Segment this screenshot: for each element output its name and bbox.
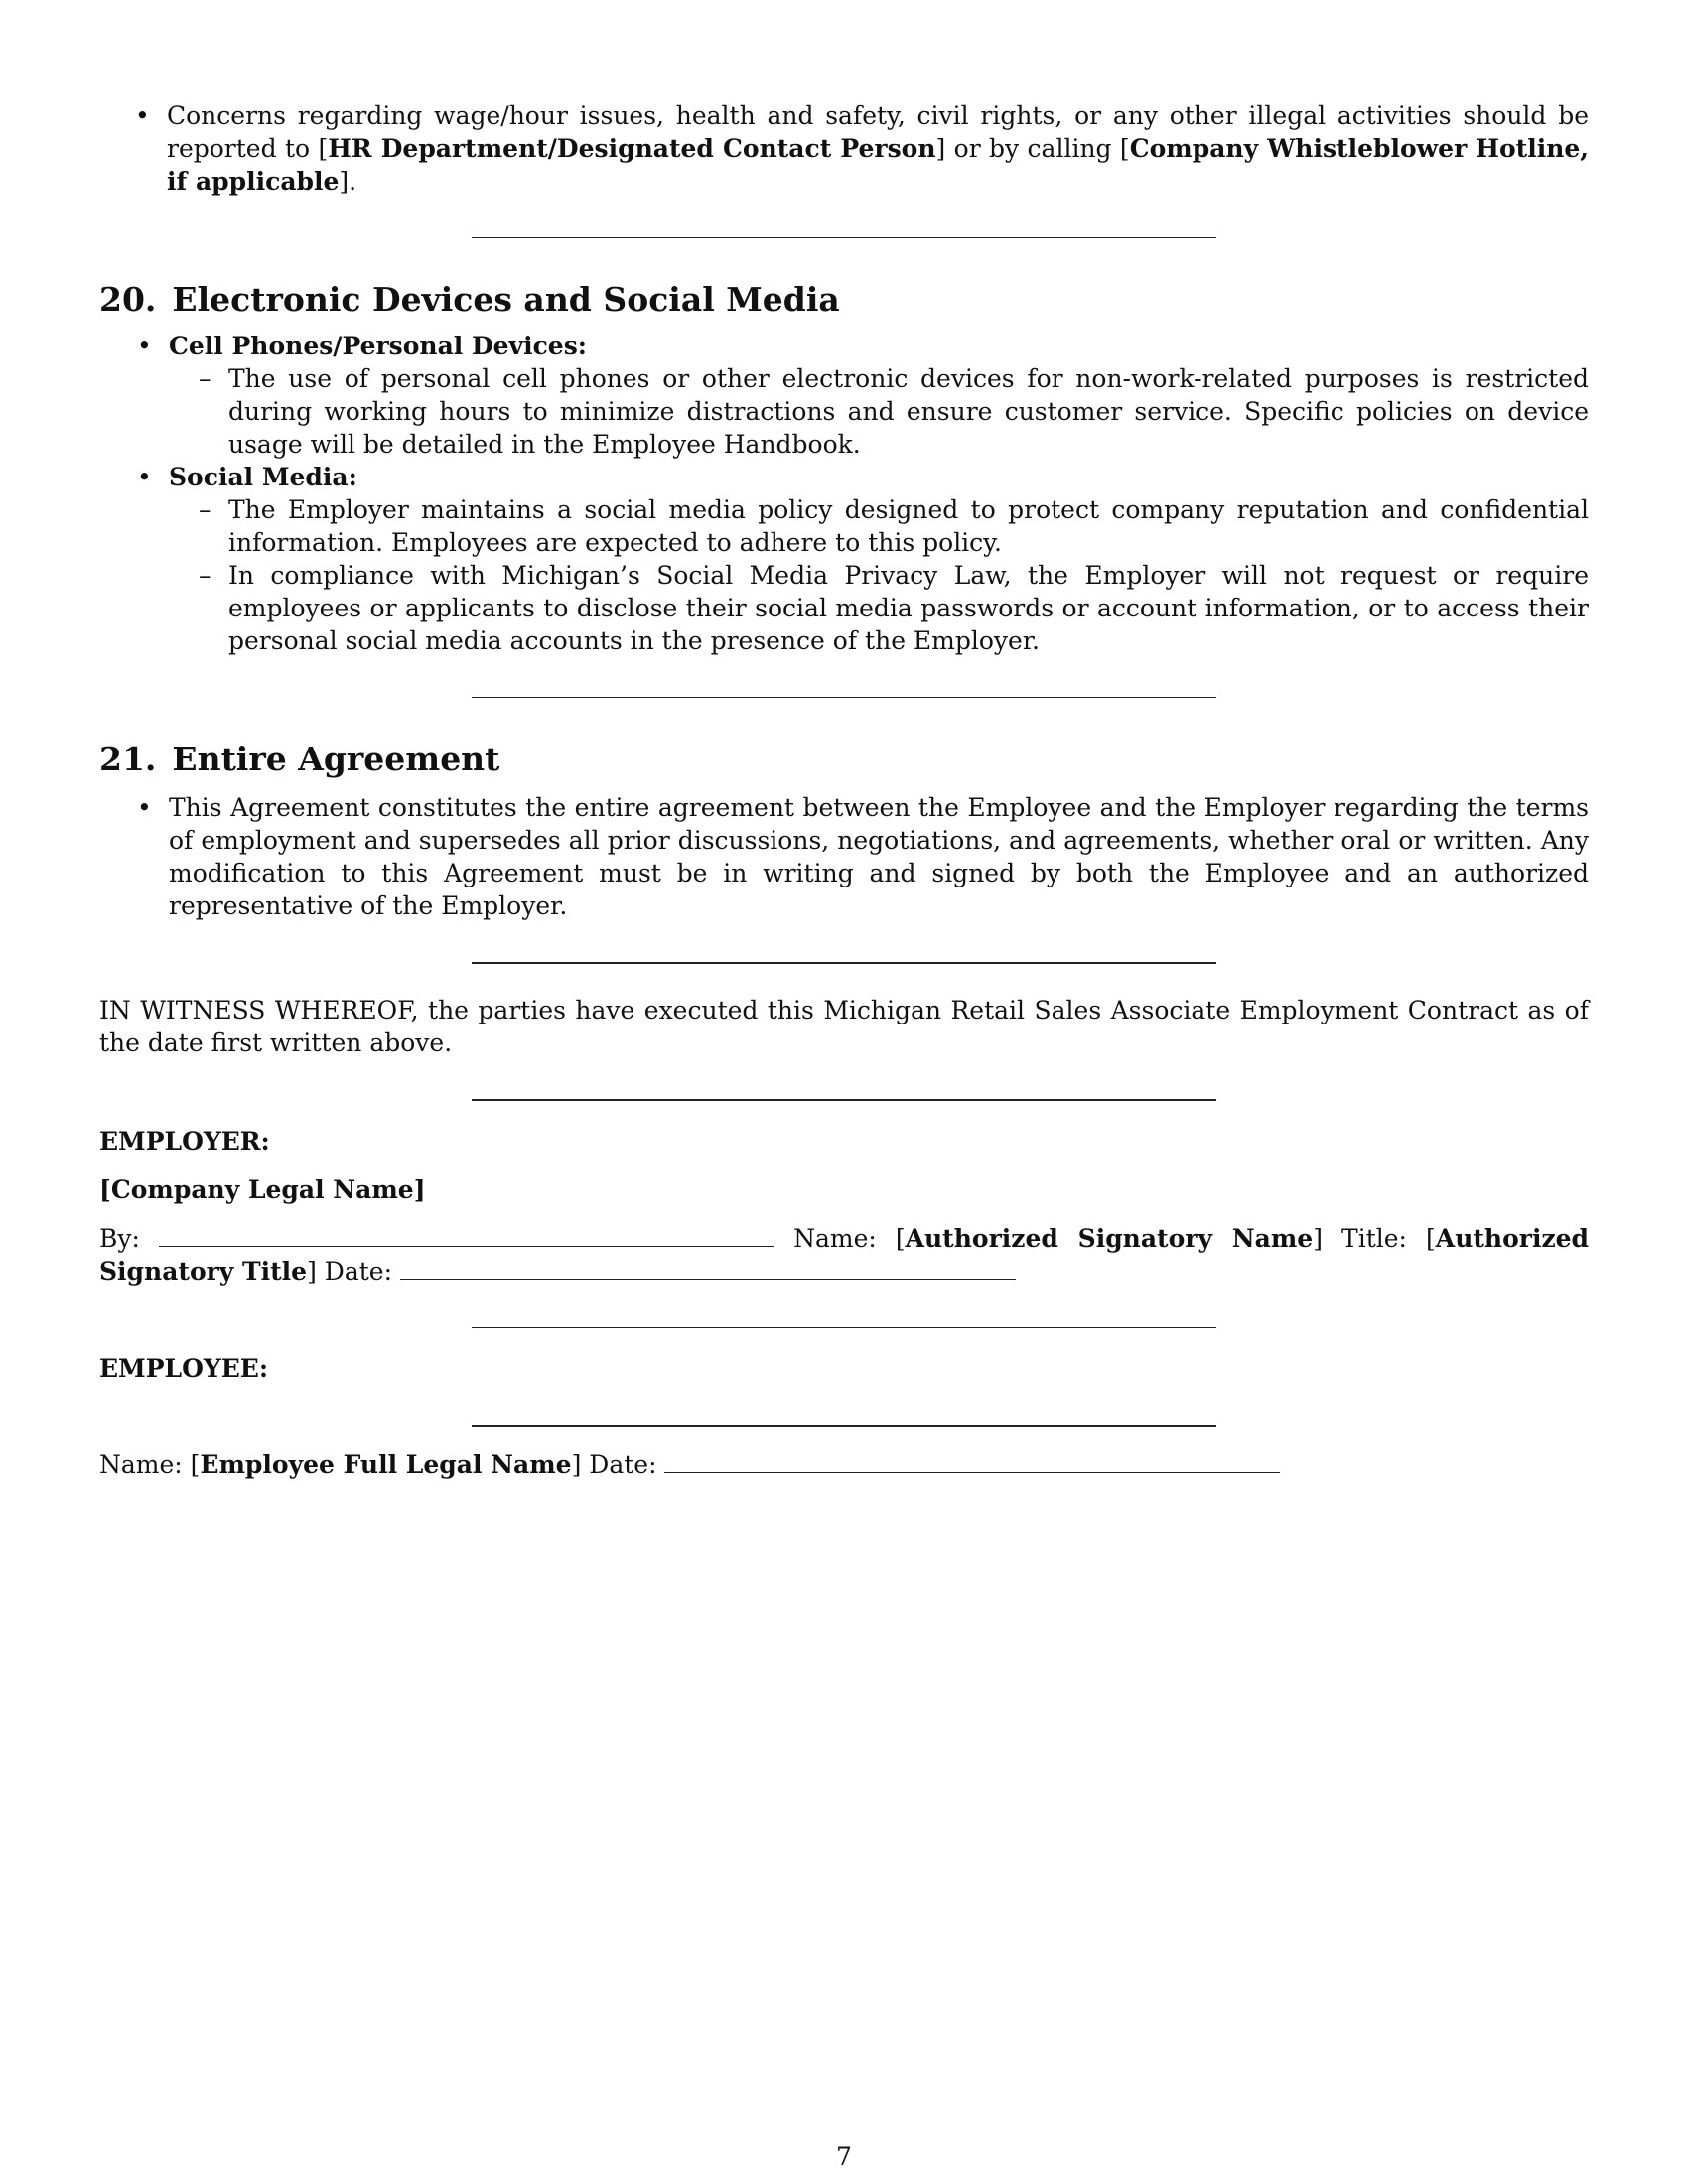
sublist xyxy=(169,493,1589,657)
section-title: Entire Agreement xyxy=(172,740,500,778)
company-name: [Company Legal Name] xyxy=(99,1175,426,1204)
sublist xyxy=(169,362,1589,461)
section21-list xyxy=(99,791,1589,922)
employer-signature-line xyxy=(99,1222,1589,1288)
date-label: ] Date: xyxy=(571,1450,657,1479)
employer-heading: EMPLOYER: xyxy=(99,1127,270,1156)
signatory-title-placeholder: Authorized Signatory Title xyxy=(99,1224,1590,1286)
subsection-label: Social Media: xyxy=(169,463,357,491)
name-label: Name: [ xyxy=(99,1450,201,1479)
list-item xyxy=(99,461,1589,657)
section-divider xyxy=(472,962,1216,964)
bullet-text: ]. xyxy=(339,167,357,196)
section20-list xyxy=(99,330,1589,657)
section-title: Electronic Devices and Social Media xyxy=(172,280,840,319)
bullet-text: Concerns regarding wage/hour issues, health and safety, civil rights, or any other illegal activities should be reported to [ xyxy=(167,101,1589,163)
section-divider xyxy=(472,1425,1216,1427)
page-number: 7 xyxy=(836,2142,852,2171)
date-blank[interactable] xyxy=(664,1450,1280,1473)
date-label: ] Date: xyxy=(307,1257,393,1286)
section-divider xyxy=(472,237,1216,238)
hotline-placeholder: Company Whistleblower Hotline, if applicable xyxy=(167,134,1590,196)
employee-signature-line xyxy=(99,1448,1589,1481)
list-item xyxy=(99,330,1589,461)
contact-placeholder: HR Department/Designated Contact Person xyxy=(328,134,936,163)
witness-clause: IN WITNESS WHEREOF, the parties have executed this Michigan Retail Sales Associate Employment Contract as of the date first written above. xyxy=(99,996,1589,1057)
date-blank[interactable] xyxy=(400,1257,1016,1280)
section-number: 21. xyxy=(99,740,157,778)
signatory-name-placeholder: Authorized Signatory Name xyxy=(905,1224,1314,1253)
section-number: 20. xyxy=(99,280,157,319)
list-item: • This Agreement constitutes the entire agreement between the Employee and the Employer regarding the terms of employment and supersedes all prior discussions, negotiations, and agreements, whether oral or written. Any modification to this Agreement must be in writing and signed by both the Employee and an authorized representative of the Employer. xyxy=(99,791,1589,922)
sublist-item: – The Employer maintains a social media policy designed to protect company reputation and confidential information. Employees are expected to adhere to this policy. xyxy=(169,493,1589,559)
title-label: ] Title: [ xyxy=(1313,1224,1436,1253)
subsection-label: Cell Phones/Personal Devices: xyxy=(169,332,588,360)
section-divider xyxy=(472,1099,1216,1101)
sublist-item: – The use of personal cell phones or other electronic devices for non-work-related purposes is restricted during working hours to minimize distractions and ensure customer service. Specific policies on device usage will be detailed in the Employee Handbook. xyxy=(169,362,1589,461)
list-item xyxy=(97,99,1589,198)
signature-blank[interactable] xyxy=(159,1224,774,1247)
by-label: By: xyxy=(99,1224,140,1253)
sublist-item: – In compliance with Michigan’s Social Media Privacy Law, the Employer will not request or require employees or applicants to disclose their social media passwords or account information, or to access their personal social media accounts in the presence of the Employer. xyxy=(169,559,1589,657)
section19-list xyxy=(99,99,1589,198)
employee-name-placeholder: Employee Full Legal Name xyxy=(200,1450,572,1479)
document-page xyxy=(99,99,1589,1481)
employee-heading: EMPLOYEE: xyxy=(99,1354,269,1383)
section-divider xyxy=(472,697,1216,698)
section-heading xyxy=(99,280,1589,320)
section-divider xyxy=(472,1327,1216,1328)
name-label: Name: [ xyxy=(793,1224,906,1253)
section-heading xyxy=(99,740,1589,779)
bullet-text: ] or by calling [ xyxy=(935,134,1130,163)
